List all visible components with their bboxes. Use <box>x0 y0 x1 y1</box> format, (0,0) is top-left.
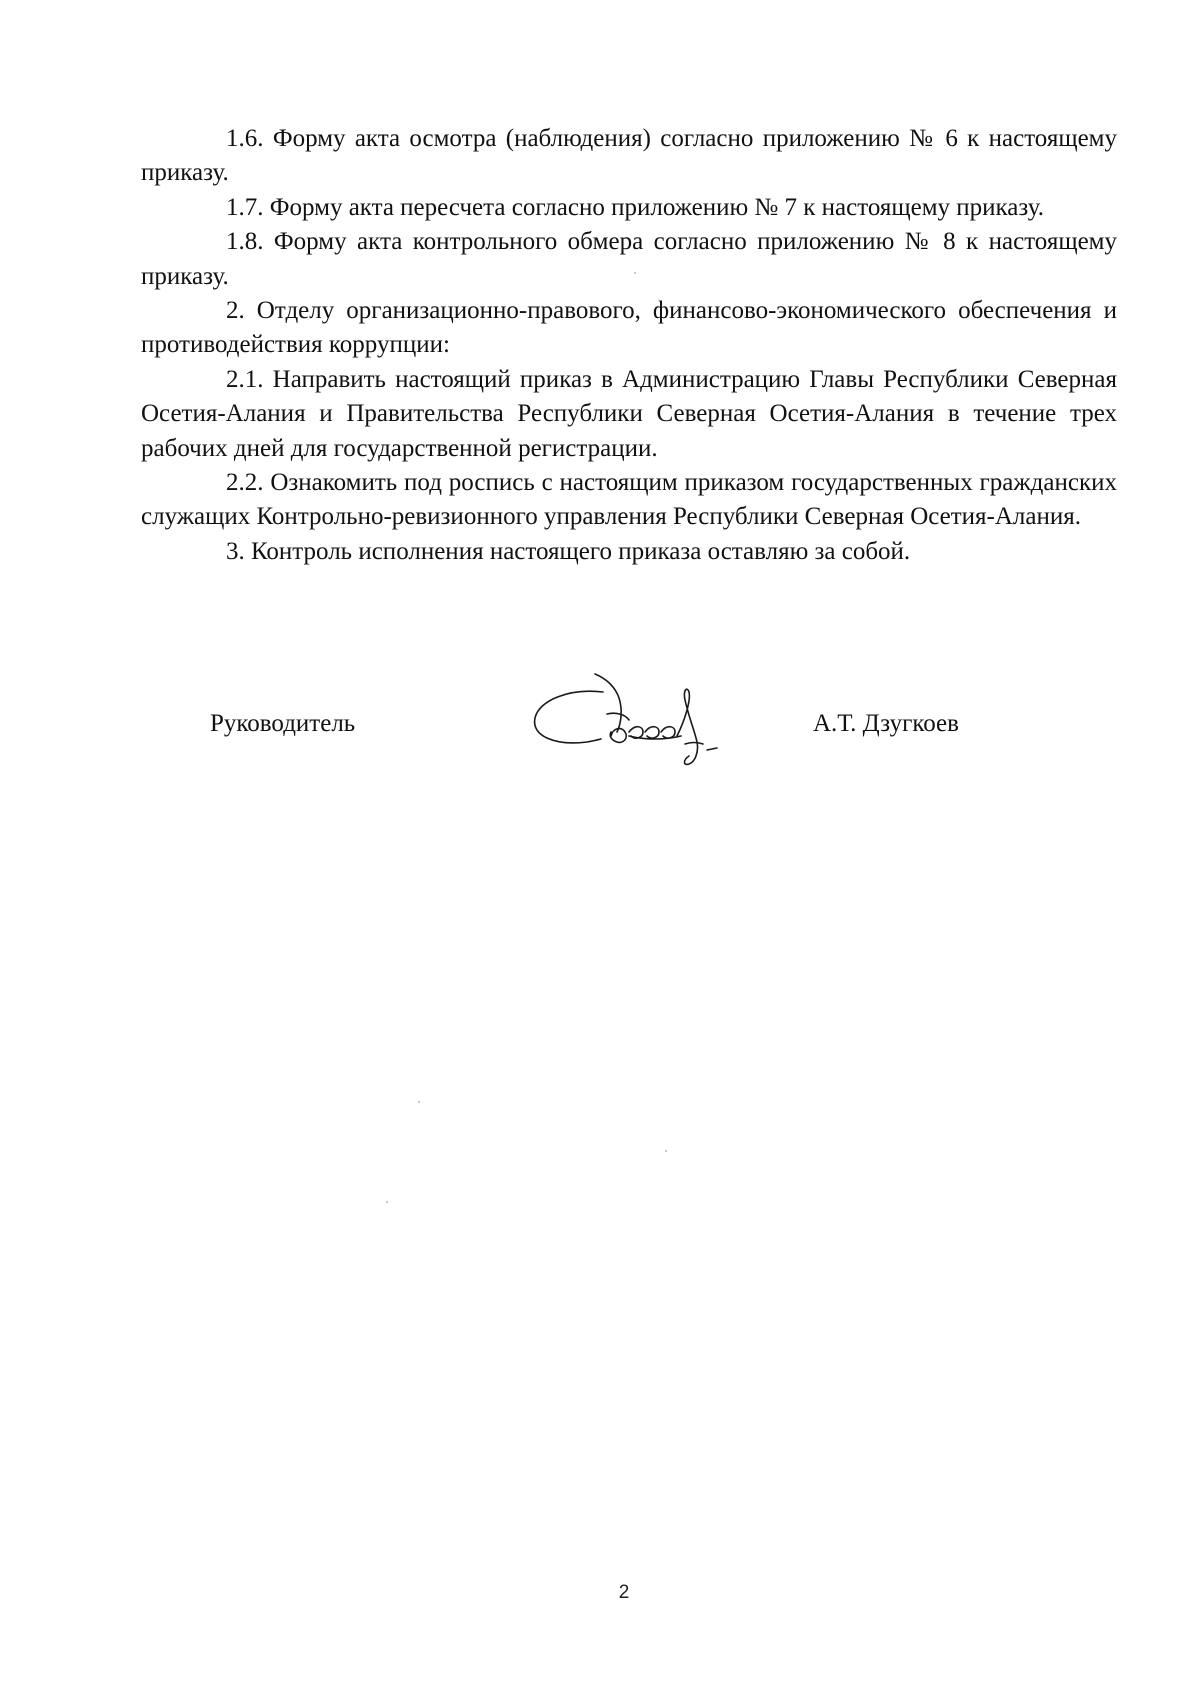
scan-speck <box>634 272 636 274</box>
handwritten-signature <box>525 670 765 780</box>
paragraph-2-1: 2.1. Направить настоящий приказ в Администрацию Главы Республики Северная Осетия-Алания и Правительства Республики Северная Осетия-Алания в течение трех рабочих дней для государственной регистрации. <box>141 365 1117 462</box>
paragraph-3: 3. Контроль исполнения настоящего приказа оставляю за собой. <box>226 537 911 565</box>
scan-speck <box>386 1201 388 1203</box>
paragraph-2-2: 2.2. Ознакомить под роспись с настоящим приказом государственных гражданских служащих Контрольно-ревизионного управления Республики Северная Осетия-Алания. <box>141 469 1117 531</box>
signatory-name: А.Т. Дзугкоев <box>813 710 959 737</box>
paragraph-1-7: 1.7. Форму акта пересчета согласно приложению № 7 к настоящему приказу. <box>226 193 1045 221</box>
paragraph-1-6: 1.6. Форму акта осмотра (наблюдения) согласно приложению № 6 к настоящему приказу. <box>141 125 1117 187</box>
document-body <box>141 122 1117 569</box>
scan-speck <box>665 1150 667 1152</box>
paragraph-2: 2. Отделу организационно-правового, финансово-экономического обеспечения и противодействия коррупции: <box>141 297 1117 359</box>
paragraph-1-8: 1.8. Форму акта контрольного обмера согласно приложению № 8 к настоящему приказу. <box>141 228 1117 290</box>
signature-block <box>0 670 1200 780</box>
scan-speck <box>418 1101 420 1103</box>
signatory-role: Руководитель <box>210 710 356 737</box>
page-number: 2 <box>618 1582 630 1603</box>
